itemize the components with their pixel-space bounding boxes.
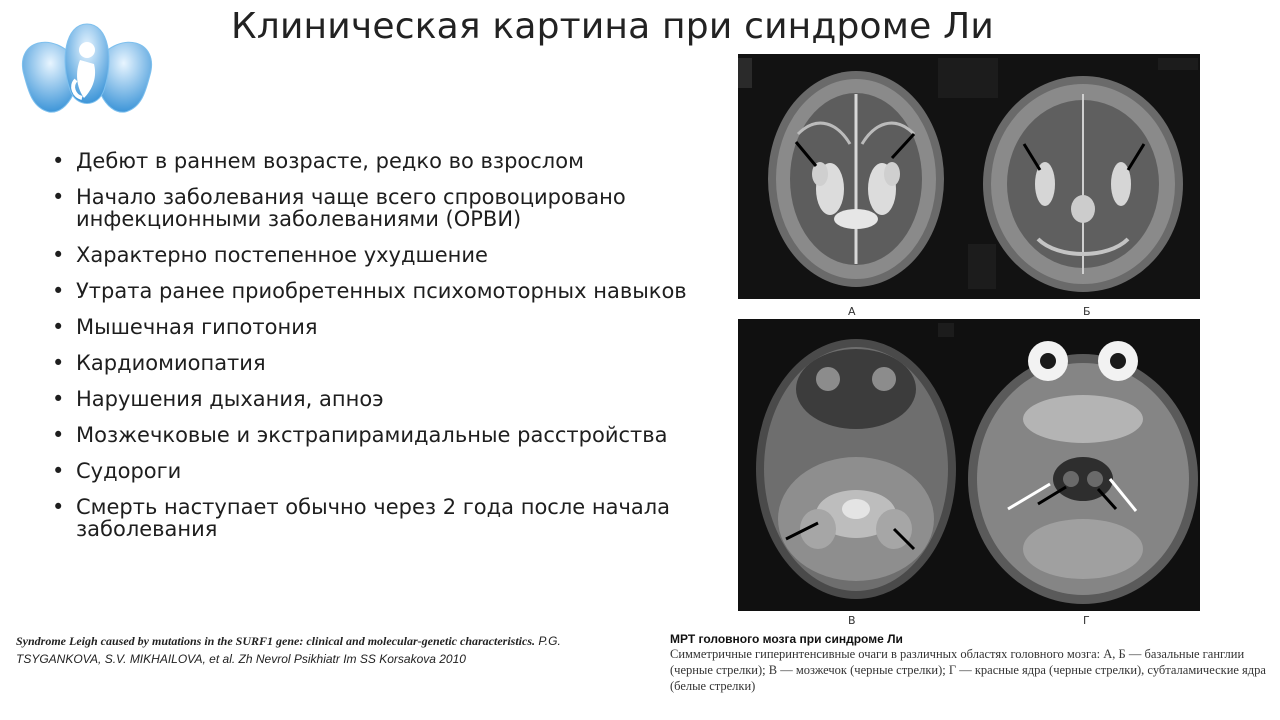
list-item-text: Характерно постепенное ухудшение	[76, 243, 488, 267]
panel-label-a: А	[848, 305, 856, 318]
list-item-text: Мозжечковые и экстрапирамидальные расстройства	[76, 423, 668, 447]
list-item-text: Начало заболевания чаще всего спровоцировано инфекционными заболеваниями (ОРВИ)	[76, 185, 626, 231]
list-item: • Утрата ранее приобретенных психомоторных навыков	[52, 279, 687, 303]
panel-label-b: Б	[1083, 305, 1091, 318]
list-item-text: Судороги	[76, 459, 182, 483]
symptoms-list	[50, 150, 710, 554]
list-item-text: Смерть наступает обычно через 2 года после начала заболевания	[76, 495, 671, 541]
list-item: • Мышечная гипотония	[52, 315, 318, 339]
reference-citation	[16, 632, 616, 668]
list-item-text: Мышечная гипотония	[76, 315, 318, 339]
reference-title: Syndrome Leigh caused by mutations in the SURF1 gene: clinical and molecular-genetic characteristics.	[16, 634, 535, 648]
slide-title: Клиническая картина при синдроме Ли	[230, 6, 995, 47]
mri-image-bottom	[738, 319, 1200, 611]
list-item-text: Нарушения дыхания, апноэ	[76, 387, 384, 411]
list-item: • Нарушения дыхания, апноэ	[52, 387, 384, 411]
panel-label-v: В	[848, 614, 856, 627]
list-item: • Начало заболевания чаще всего спровоцировано инфекционными заболеваниями (ОРВИ)	[52, 185, 626, 231]
caption-text: Симметричные гиперинтенсивные очаги в различных областях головного мозга: А, Б — базальные ганглии (черные стрелки); В — мозжечок (черные стрелки); Г — красные ядра (черные стрелки), субталамические ядра (белые стрелки)	[670, 647, 1266, 693]
mri-image-top	[738, 54, 1200, 299]
caption-title: МРТ головного мозга при синдроме Ли	[670, 632, 903, 646]
reference-authors: P.G. TSYGANKOVA, S.V. MIKHAILOVA, et al. Zh Nevrol Psikhiatr Im SS Korsakova 2010	[16, 634, 561, 666]
list-item: • Дебют в раннем возрасте, редко во взрослом	[52, 149, 584, 173]
list-item: • Смерть наступает обычно через 2 года после начала заболевания	[52, 495, 671, 541]
foundation-logo	[14, 20, 160, 120]
list-item-text: Кардиомиопатия	[76, 351, 266, 375]
list-item-text: Утрата ранее приобретенных психомоторных навыков	[76, 279, 687, 303]
list-item: • Кардиомиопатия	[52, 351, 266, 375]
list-item: • Судороги	[52, 459, 182, 483]
panel-label-g: Г	[1083, 614, 1090, 627]
list-item: • Характерно постепенное ухудшение	[52, 243, 488, 267]
figure-caption	[670, 632, 1270, 694]
list-item: • Мозжечковые и экстрапирамидальные расстройства	[52, 423, 668, 447]
list-item-text: Дебют в раннем возрасте, редко во взрослом	[76, 149, 584, 173]
